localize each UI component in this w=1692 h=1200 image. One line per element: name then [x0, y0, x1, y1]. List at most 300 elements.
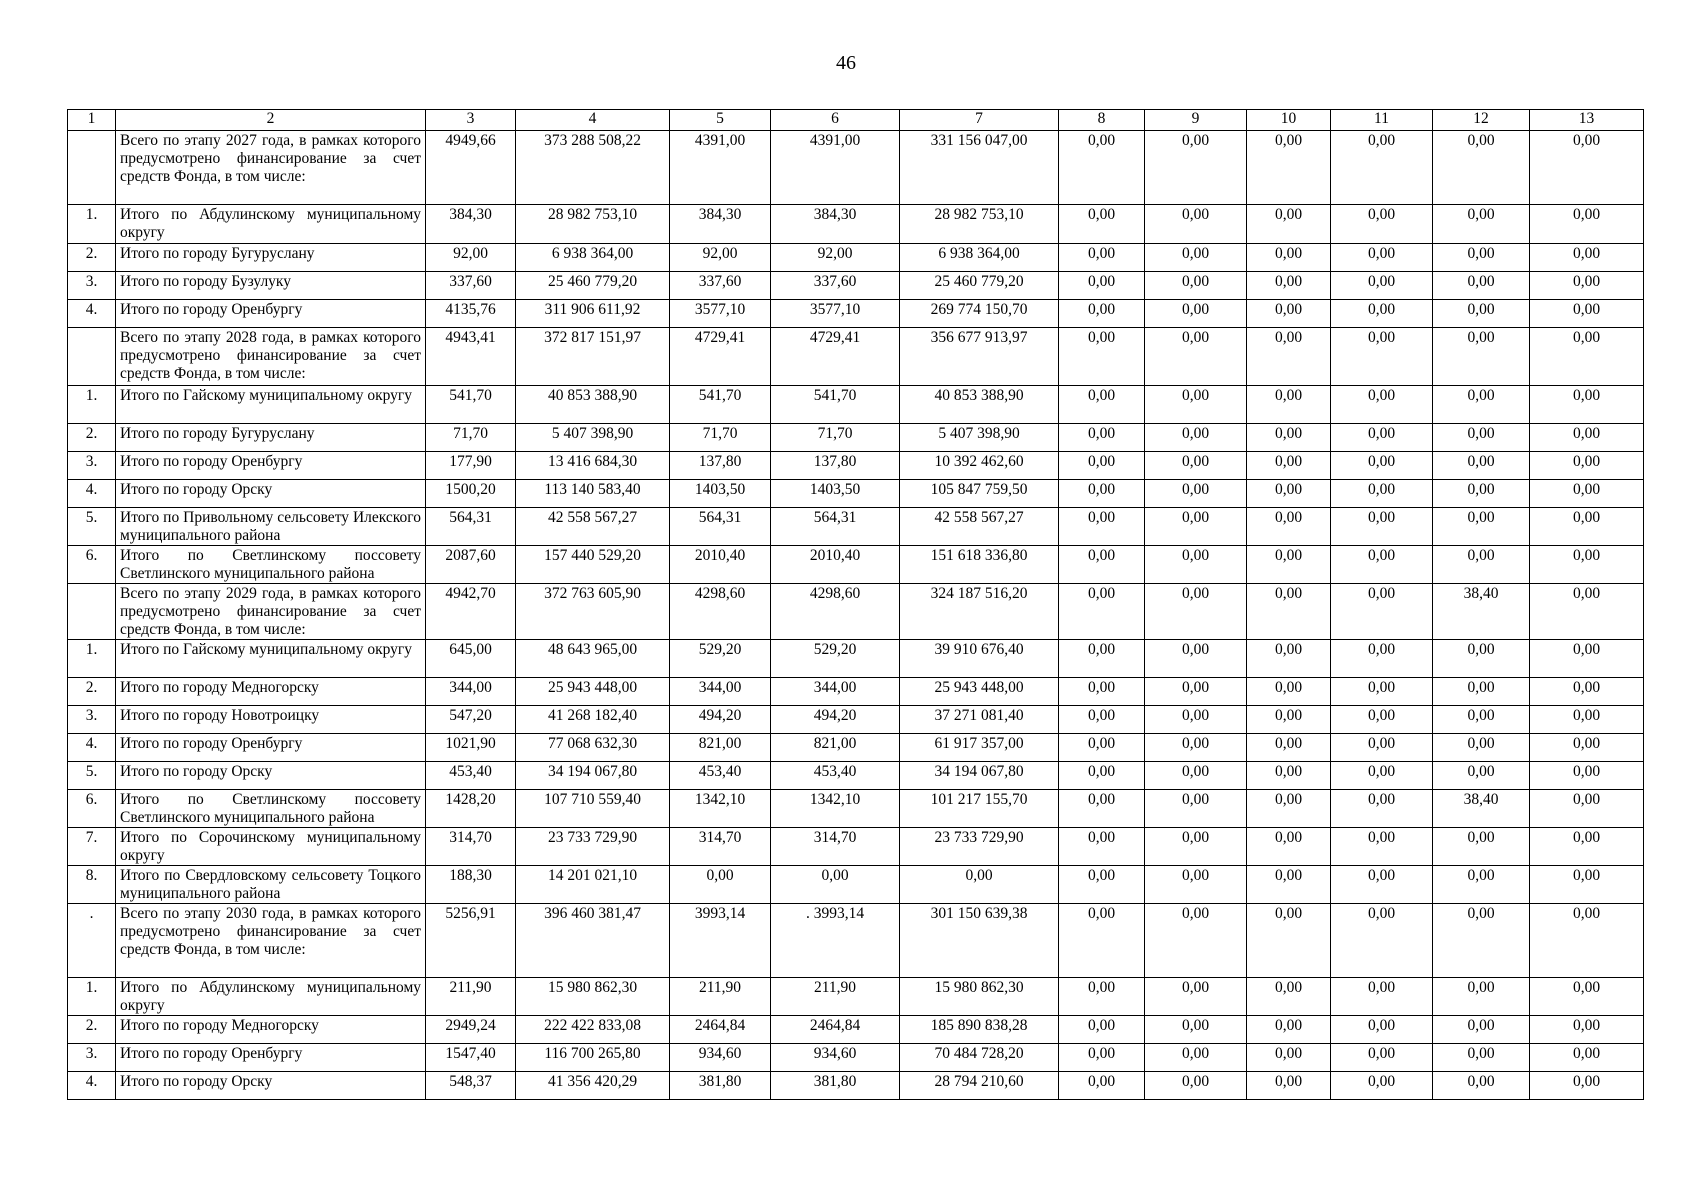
- col-9-cell: 0,00: [1145, 131, 1247, 205]
- col-13-cell: 0,00: [1530, 386, 1644, 424]
- column-number-header: 2: [116, 110, 426, 131]
- col-3-cell: 1547,40: [426, 1044, 516, 1072]
- col-5-cell: 1403,50: [670, 480, 771, 508]
- row-name-cell: Итого по городу Оренбургу: [116, 1044, 426, 1072]
- col-4-cell: 13 416 684,30: [516, 452, 670, 480]
- row-index-cell: 3.: [68, 706, 116, 734]
- table-row: [68, 386, 1644, 424]
- col-8-cell: 0,00: [1059, 828, 1145, 866]
- col-5-cell: 453,40: [670, 762, 771, 790]
- table-row: [68, 762, 1644, 790]
- col-10-cell: 0,00: [1247, 272, 1331, 300]
- row-index-cell: [68, 584, 116, 640]
- col-5-cell: 314,70: [670, 828, 771, 866]
- col-11-cell: 0,00: [1331, 244, 1433, 272]
- row-name-cell: Итого по Абдулинскому муниципальному округу: [116, 978, 426, 1016]
- col-6-cell: 541,70: [771, 386, 900, 424]
- col-12-cell: 0,00: [1433, 244, 1530, 272]
- row-index-cell: 3.: [68, 452, 116, 480]
- col-10-cell: 0,00: [1247, 386, 1331, 424]
- col-8-cell: 0,00: [1059, 678, 1145, 706]
- col-13-cell: 0,00: [1530, 762, 1644, 790]
- column-number-header: 3: [426, 110, 516, 131]
- col-9-cell: 0,00: [1145, 328, 1247, 386]
- col-11-cell: 0,00: [1331, 706, 1433, 734]
- col-7-cell: 37 271 081,40: [900, 706, 1059, 734]
- page-number: 46: [836, 52, 856, 74]
- col-5-cell: 494,20: [670, 706, 771, 734]
- col-10-cell: 0,00: [1247, 452, 1331, 480]
- col-8-cell: 0,00: [1059, 790, 1145, 828]
- col-9-cell: 0,00: [1145, 1016, 1247, 1044]
- col-10-cell: 0,00: [1247, 866, 1331, 904]
- col-4-cell: 25 460 779,20: [516, 272, 670, 300]
- col-13-cell: 0,00: [1530, 640, 1644, 678]
- row-name-cell: Итого по Светлинскому поссовету Светлинского муниципального района: [116, 546, 426, 584]
- col-12-cell: 0,00: [1433, 480, 1530, 508]
- col-12-cell: 38,40: [1433, 790, 1530, 828]
- col-4-cell: 34 194 067,80: [516, 762, 670, 790]
- col-3-cell: 92,00: [426, 244, 516, 272]
- col-7-cell: 42 558 567,27: [900, 508, 1059, 546]
- col-3-cell: 188,30: [426, 866, 516, 904]
- table-row: [68, 678, 1644, 706]
- col-12-cell: 0,00: [1433, 328, 1530, 386]
- row-index-cell: 4.: [68, 480, 116, 508]
- row-name-cell: Итого по Привольному сельсовету Илекского муниципального района: [116, 508, 426, 546]
- col-7-cell: 269 774 150,70: [900, 300, 1059, 328]
- col-10-cell: 0,00: [1247, 205, 1331, 244]
- col-3-cell: 314,70: [426, 828, 516, 866]
- col-5-cell: 1342,10: [670, 790, 771, 828]
- col-10-cell: 0,00: [1247, 678, 1331, 706]
- col-10-cell: 0,00: [1247, 300, 1331, 328]
- column-number-header: 7: [900, 110, 1059, 131]
- col-3-cell: 548,37: [426, 1072, 516, 1100]
- col-9-cell: 0,00: [1145, 480, 1247, 508]
- col-5-cell: 564,31: [670, 508, 771, 546]
- col-3-cell: 1428,20: [426, 790, 516, 828]
- col-13-cell: 0,00: [1530, 866, 1644, 904]
- row-name-cell: Итого по Абдулинскому муниципальному округу: [116, 205, 426, 244]
- row-index-cell: 2.: [68, 1016, 116, 1044]
- col-10-cell: 0,00: [1247, 828, 1331, 866]
- table-row: [68, 328, 1644, 386]
- row-index-cell: 1.: [68, 640, 116, 678]
- col-4-cell: 40 853 388,90: [516, 386, 670, 424]
- col-9-cell: 0,00: [1145, 244, 1247, 272]
- row-index-cell: 8.: [68, 866, 116, 904]
- col-10-cell: 0,00: [1247, 244, 1331, 272]
- col-7-cell: 101 217 155,70: [900, 790, 1059, 828]
- col-4-cell: 107 710 559,40: [516, 790, 670, 828]
- table-row: [68, 790, 1644, 828]
- col-8-cell: 0,00: [1059, 762, 1145, 790]
- col-12-cell: 0,00: [1433, 452, 1530, 480]
- col-8-cell: 0,00: [1059, 866, 1145, 904]
- row-index-cell: 2.: [68, 424, 116, 452]
- col-8-cell: 0,00: [1059, 546, 1145, 584]
- col-8-cell: 0,00: [1059, 978, 1145, 1016]
- col-3-cell: 337,60: [426, 272, 516, 300]
- table-row: [68, 452, 1644, 480]
- col-6-cell: 4298,60: [771, 584, 900, 640]
- col-11-cell: 0,00: [1331, 734, 1433, 762]
- col-10-cell: 0,00: [1247, 1016, 1331, 1044]
- col-6-cell: 384,30: [771, 205, 900, 244]
- col-13-cell: 0,00: [1530, 205, 1644, 244]
- col-11-cell: 0,00: [1331, 131, 1433, 205]
- row-name-cell: Итого по городу Бугуруслану: [116, 424, 426, 452]
- col-9-cell: 0,00: [1145, 1072, 1247, 1100]
- row-name-cell: Всего по этапу 2027 года, в рамках которого предусмотрено финансирование за счет средств Фонда, в том числе:: [116, 131, 426, 205]
- row-index-cell: 4.: [68, 1072, 116, 1100]
- col-13-cell: 0,00: [1530, 978, 1644, 1016]
- table-row: [68, 866, 1644, 904]
- col-7-cell: 28 982 753,10: [900, 205, 1059, 244]
- column-number-header: 10: [1247, 110, 1331, 131]
- col-3-cell: 541,70: [426, 386, 516, 424]
- col-10-cell: 0,00: [1247, 978, 1331, 1016]
- col-9-cell: 0,00: [1145, 546, 1247, 584]
- col-6-cell: 0,00: [771, 866, 900, 904]
- col-7-cell: 151 618 336,80: [900, 546, 1059, 584]
- col-6-cell: 3577,10: [771, 300, 900, 328]
- col-11-cell: 0,00: [1331, 1044, 1433, 1072]
- row-name-cell: Итого по Гайскому муниципальному округу: [116, 386, 426, 424]
- table-row: [68, 480, 1644, 508]
- row-index-cell: 5.: [68, 762, 116, 790]
- col-3-cell: 4135,76: [426, 300, 516, 328]
- col-12-cell: 0,00: [1433, 678, 1530, 706]
- row-index-cell: 4.: [68, 300, 116, 328]
- table-row: [68, 300, 1644, 328]
- col-4-cell: 41 356 420,29: [516, 1072, 670, 1100]
- col-6-cell: 1403,50: [771, 480, 900, 508]
- row-name-cell: Итого по городу Медногорску: [116, 678, 426, 706]
- col-13-cell: 0,00: [1530, 452, 1644, 480]
- table-row: [68, 272, 1644, 300]
- table-row: [68, 1044, 1644, 1072]
- col-5-cell: 381,80: [670, 1072, 771, 1100]
- col-5-cell: 934,60: [670, 1044, 771, 1072]
- col-12-cell: 0,00: [1433, 546, 1530, 584]
- row-name-cell: Всего по этапу 2030 года, в рамках которого предусмотрено финансирование за счет средств Фонда, в том числе:: [116, 904, 426, 978]
- col-10-cell: 0,00: [1247, 328, 1331, 386]
- col-9-cell: 0,00: [1145, 866, 1247, 904]
- col-7-cell: 185 890 838,28: [900, 1016, 1059, 1044]
- col-5-cell: 4729,41: [670, 328, 771, 386]
- col-3-cell: 384,30: [426, 205, 516, 244]
- column-number-header: 9: [1145, 110, 1247, 131]
- col-9-cell: 0,00: [1145, 828, 1247, 866]
- col-4-cell: 311 906 611,92: [516, 300, 670, 328]
- col-6-cell: 934,60: [771, 1044, 900, 1072]
- table-row: [68, 1072, 1644, 1100]
- column-number-header: 5: [670, 110, 771, 131]
- col-7-cell: 28 794 210,60: [900, 1072, 1059, 1100]
- col-11-cell: 0,00: [1331, 904, 1433, 978]
- table-row: [68, 584, 1644, 640]
- col-9-cell: 0,00: [1145, 452, 1247, 480]
- table-row: [68, 546, 1644, 584]
- col-13-cell: 0,00: [1530, 734, 1644, 762]
- col-3-cell: 4942,70: [426, 584, 516, 640]
- col-8-cell: 0,00: [1059, 1044, 1145, 1072]
- col-12-cell: 0,00: [1433, 734, 1530, 762]
- row-index-cell: 6.: [68, 546, 116, 584]
- row-index-cell: [68, 131, 116, 205]
- col-7-cell: 40 853 388,90: [900, 386, 1059, 424]
- col-4-cell: 373 288 508,22: [516, 131, 670, 205]
- col-9-cell: 0,00: [1145, 978, 1247, 1016]
- col-5-cell: 71,70: [670, 424, 771, 452]
- col-4-cell: 372 763 605,90: [516, 584, 670, 640]
- col-12-cell: 0,00: [1433, 1044, 1530, 1072]
- col-7-cell: 34 194 067,80: [900, 762, 1059, 790]
- funding-table: [67, 109, 1644, 1100]
- col-11-cell: 0,00: [1331, 1072, 1433, 1100]
- col-13-cell: 0,00: [1530, 790, 1644, 828]
- col-8-cell: 0,00: [1059, 244, 1145, 272]
- column-number-header: 6: [771, 110, 900, 131]
- col-12-cell: 0,00: [1433, 762, 1530, 790]
- col-8-cell: 0,00: [1059, 205, 1145, 244]
- col-8-cell: 0,00: [1059, 272, 1145, 300]
- col-12-cell: 0,00: [1433, 131, 1530, 205]
- row-name-cell: Итого по Свердловскому сельсовету Тоцкого муниципального района: [116, 866, 426, 904]
- col-6-cell: 314,70: [771, 828, 900, 866]
- col-8-cell: 0,00: [1059, 452, 1145, 480]
- col-7-cell: 356 677 913,97: [900, 328, 1059, 386]
- col-10-cell: 0,00: [1247, 1072, 1331, 1100]
- col-8-cell: 0,00: [1059, 131, 1145, 205]
- col-11-cell: 0,00: [1331, 866, 1433, 904]
- col-11-cell: 0,00: [1331, 640, 1433, 678]
- col-4-cell: 77 068 632,30: [516, 734, 670, 762]
- col-13-cell: 0,00: [1530, 1072, 1644, 1100]
- col-10-cell: 0,00: [1247, 790, 1331, 828]
- col-7-cell: 15 980 862,30: [900, 978, 1059, 1016]
- col-11-cell: 0,00: [1331, 978, 1433, 1016]
- col-3-cell: 2949,24: [426, 1016, 516, 1044]
- row-name-cell: Итого по городу Медногорску: [116, 1016, 426, 1044]
- row-name-cell: Всего по этапу 2029 года, в рамках которого предусмотрено финансирование за счет средств Фонда, в том числе:: [116, 584, 426, 640]
- row-name-cell: Итого по Гайскому муниципальному округу: [116, 640, 426, 678]
- col-11-cell: 0,00: [1331, 828, 1433, 866]
- col-9-cell: 0,00: [1145, 300, 1247, 328]
- col-7-cell: 301 150 639,38: [900, 904, 1059, 978]
- col-9-cell: 0,00: [1145, 424, 1247, 452]
- col-12-cell: 0,00: [1433, 904, 1530, 978]
- table-row: [68, 508, 1644, 546]
- col-13-cell: 0,00: [1530, 828, 1644, 866]
- col-3-cell: 344,00: [426, 678, 516, 706]
- row-name-cell: Итого по городу Новотроицку: [116, 706, 426, 734]
- col-12-cell: 0,00: [1433, 424, 1530, 452]
- col-12-cell: 0,00: [1433, 300, 1530, 328]
- col-5-cell: 4391,00: [670, 131, 771, 205]
- col-9-cell: 0,00: [1145, 790, 1247, 828]
- col-5-cell: 821,00: [670, 734, 771, 762]
- row-index-cell: 1.: [68, 978, 116, 1016]
- col-8-cell: 0,00: [1059, 1072, 1145, 1100]
- column-number-header: 8: [1059, 110, 1145, 131]
- col-7-cell: 25 460 779,20: [900, 272, 1059, 300]
- col-9-cell: 0,00: [1145, 584, 1247, 640]
- col-10-cell: 0,00: [1247, 508, 1331, 546]
- col-13-cell: 0,00: [1530, 546, 1644, 584]
- col-11-cell: 0,00: [1331, 508, 1433, 546]
- col-13-cell: 0,00: [1530, 508, 1644, 546]
- col-6-cell: 1342,10: [771, 790, 900, 828]
- col-6-cell: 529,20: [771, 640, 900, 678]
- col-5-cell: 2010,40: [670, 546, 771, 584]
- col-10-cell: 0,00: [1247, 706, 1331, 734]
- col-4-cell: 116 700 265,80: [516, 1044, 670, 1072]
- col-3-cell: 547,20: [426, 706, 516, 734]
- col-7-cell: 10 392 462,60: [900, 452, 1059, 480]
- col-3-cell: 645,00: [426, 640, 516, 678]
- col-9-cell: 0,00: [1145, 386, 1247, 424]
- col-5-cell: 337,60: [670, 272, 771, 300]
- row-index-cell: [68, 328, 116, 386]
- row-index-cell: 6.: [68, 790, 116, 828]
- col-6-cell: 137,80: [771, 452, 900, 480]
- col-3-cell: 2087,60: [426, 546, 516, 584]
- column-number-header: 12: [1433, 110, 1530, 131]
- col-9-cell: 0,00: [1145, 205, 1247, 244]
- col-9-cell: 0,00: [1145, 762, 1247, 790]
- col-5-cell: 211,90: [670, 978, 771, 1016]
- col-4-cell: 23 733 729,90: [516, 828, 670, 866]
- col-6-cell: 381,80: [771, 1072, 900, 1100]
- col-3-cell: 5256,91: [426, 904, 516, 978]
- col-7-cell: 39 910 676,40: [900, 640, 1059, 678]
- col-13-cell: 0,00: [1530, 1044, 1644, 1072]
- col-8-cell: 0,00: [1059, 300, 1145, 328]
- row-name-cell: Всего по этапу 2028 года, в рамках которого предусмотрено финансирование за счет средств Фонда, в том числе:: [116, 328, 426, 386]
- row-index-cell: 3.: [68, 272, 116, 300]
- column-number-row: [68, 110, 1644, 131]
- col-7-cell: 324 187 516,20: [900, 584, 1059, 640]
- row-name-cell: Итого по городу Оренбургу: [116, 452, 426, 480]
- col-4-cell: 157 440 529,20: [516, 546, 670, 584]
- col-13-cell: 0,00: [1530, 904, 1644, 978]
- col-3-cell: 177,90: [426, 452, 516, 480]
- col-3-cell: 71,70: [426, 424, 516, 452]
- col-3-cell: 1500,20: [426, 480, 516, 508]
- row-index-cell: 5.: [68, 508, 116, 546]
- col-6-cell: 564,31: [771, 508, 900, 546]
- row-name-cell: Итого по городу Орску: [116, 1072, 426, 1100]
- col-12-cell: 0,00: [1433, 508, 1530, 546]
- col-4-cell: 41 268 182,40: [516, 706, 670, 734]
- col-5-cell: 137,80: [670, 452, 771, 480]
- column-number-header: 1: [68, 110, 116, 131]
- table-row: [68, 734, 1644, 762]
- col-3-cell: 564,31: [426, 508, 516, 546]
- row-index-cell: 1.: [68, 205, 116, 244]
- col-4-cell: 14 201 021,10: [516, 866, 670, 904]
- col-9-cell: 0,00: [1145, 904, 1247, 978]
- col-5-cell: 3993,14: [670, 904, 771, 978]
- col-9-cell: 0,00: [1145, 678, 1247, 706]
- row-name-cell: Итого по городу Орску: [116, 480, 426, 508]
- col-13-cell: 0,00: [1530, 244, 1644, 272]
- row-index-cell: .: [68, 904, 116, 978]
- col-6-cell: 453,40: [771, 762, 900, 790]
- col-4-cell: 396 460 381,47: [516, 904, 670, 978]
- column-number-header: 4: [516, 110, 670, 131]
- col-13-cell: 0,00: [1530, 300, 1644, 328]
- row-index-cell: 3.: [68, 1044, 116, 1072]
- col-10-cell: 0,00: [1247, 480, 1331, 508]
- col-3-cell: 4943,41: [426, 328, 516, 386]
- col-12-cell: 0,00: [1433, 272, 1530, 300]
- col-10-cell: 0,00: [1247, 734, 1331, 762]
- col-11-cell: 0,00: [1331, 546, 1433, 584]
- col-5-cell: 3577,10: [670, 300, 771, 328]
- col-7-cell: 0,00: [900, 866, 1059, 904]
- col-6-cell: 211,90: [771, 978, 900, 1016]
- col-6-cell: 2464,84: [771, 1016, 900, 1044]
- col-6-cell: 337,60: [771, 272, 900, 300]
- col-7-cell: 331 156 047,00: [900, 131, 1059, 205]
- col-11-cell: 0,00: [1331, 762, 1433, 790]
- col-11-cell: 0,00: [1331, 424, 1433, 452]
- row-name-cell: Итого по Светлинскому поссовету Светлинского муниципального района: [116, 790, 426, 828]
- col-4-cell: 372 817 151,97: [516, 328, 670, 386]
- row-name-cell: Итого по городу Оренбургу: [116, 300, 426, 328]
- column-number-header: 13: [1530, 110, 1644, 131]
- col-4-cell: 222 422 833,08: [516, 1016, 670, 1044]
- col-7-cell: 61 917 357,00: [900, 734, 1059, 762]
- col-7-cell: 6 938 364,00: [900, 244, 1059, 272]
- col-5-cell: 4298,60: [670, 584, 771, 640]
- col-11-cell: 0,00: [1331, 584, 1433, 640]
- col-4-cell: 48 643 965,00: [516, 640, 670, 678]
- col-13-cell: 0,00: [1530, 706, 1644, 734]
- row-index-cell: 4.: [68, 734, 116, 762]
- col-11-cell: 0,00: [1331, 328, 1433, 386]
- col-11-cell: 0,00: [1331, 386, 1433, 424]
- col-8-cell: 0,00: [1059, 508, 1145, 546]
- table-row: [68, 244, 1644, 272]
- col-3-cell: 453,40: [426, 762, 516, 790]
- col-13-cell: 0,00: [1530, 272, 1644, 300]
- col-12-cell: 0,00: [1433, 706, 1530, 734]
- col-5-cell: 384,30: [670, 205, 771, 244]
- col-4-cell: 25 943 448,00: [516, 678, 670, 706]
- col-5-cell: 529,20: [670, 640, 771, 678]
- col-5-cell: 2464,84: [670, 1016, 771, 1044]
- col-8-cell: 0,00: [1059, 904, 1145, 978]
- col-8-cell: 0,00: [1059, 706, 1145, 734]
- col-11-cell: 0,00: [1331, 1016, 1433, 1044]
- col-8-cell: 0,00: [1059, 640, 1145, 678]
- col-6-cell: 344,00: [771, 678, 900, 706]
- col-5-cell: 92,00: [670, 244, 771, 272]
- col-13-cell: 0,00: [1530, 328, 1644, 386]
- col-13-cell: 0,00: [1530, 131, 1644, 205]
- col-10-cell: 0,00: [1247, 131, 1331, 205]
- col-7-cell: 5 407 398,90: [900, 424, 1059, 452]
- table-row: [68, 978, 1644, 1016]
- col-10-cell: 0,00: [1247, 762, 1331, 790]
- col-11-cell: 0,00: [1331, 790, 1433, 828]
- col-7-cell: 25 943 448,00: [900, 678, 1059, 706]
